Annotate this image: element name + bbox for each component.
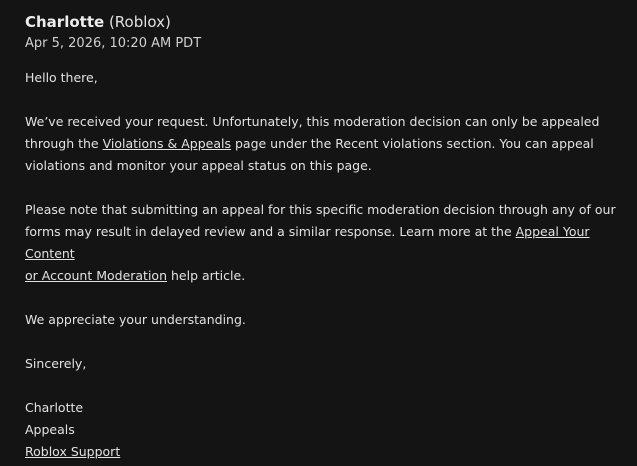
paragraph-request-status: [25, 111, 625, 177]
paragraph-text: forms may result in delayed review and a similar response. Learn more at the: [25, 224, 516, 239]
paragraph-appeal-note: [25, 199, 625, 287]
paragraph-text: help article.: [167, 268, 246, 283]
email-header: [25, 12, 625, 32]
greeting: Hello there,: [25, 70, 98, 85]
closing: Sincerely,: [25, 356, 87, 371]
sender-organization: (Roblox): [108, 13, 171, 31]
paragraph-text: page under the Recent violations section. You can appeal: [231, 136, 594, 151]
paragraph-text: Please note that submitting an appeal for this specific moderation decision through any of our: [25, 202, 616, 217]
sender-name: Charlotte: [25, 13, 105, 31]
paragraph-text: through the: [25, 136, 103, 151]
appeal-help-article-link[interactable]: or Account Moderation: [25, 268, 168, 283]
paragraph-text: We’ve received your request. Unfortunately, this moderation decision can only be appealed: [25, 114, 600, 129]
email-timestamp: Apr 5, 2026, 10:20 AM PDT: [25, 36, 202, 51]
email-body: [25, 67, 625, 463]
appeal-help-article-link[interactable]: Appeal Your Content: [25, 224, 590, 261]
signature-name: Charlotte: [25, 400, 84, 415]
paragraph-thanks: We appreciate your understanding.: [25, 312, 246, 327]
signature-team: Appeals: [25, 422, 75, 437]
roblox-support-link[interactable]: Roblox Support: [25, 444, 121, 459]
paragraph-text: violations and monitor your appeal status on this page.: [25, 158, 372, 173]
violations-appeals-link[interactable]: Violations & Appeals: [102, 136, 232, 151]
